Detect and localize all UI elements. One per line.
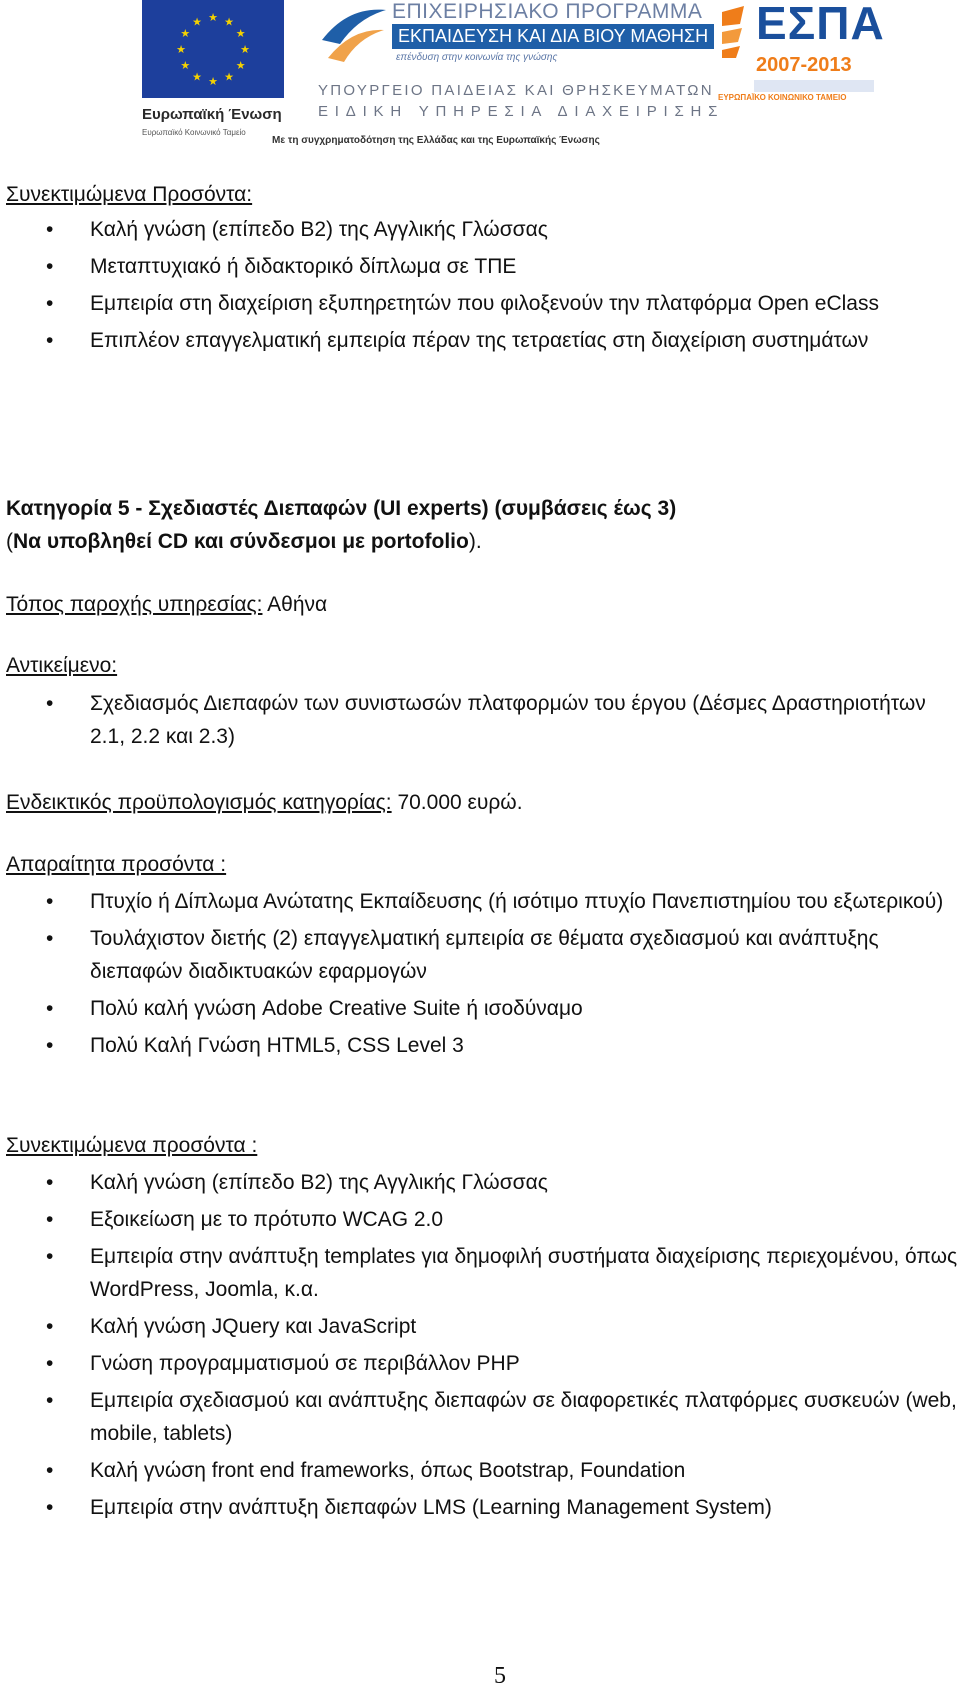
list-item: • Εμπειρία στην ανάπτυξη διεπαφών LMS (Learning Management System) — [0, 1491, 960, 1524]
eu-star-icon: ★ — [176, 44, 186, 56]
program-motto: επένδυση στην κοινωνία της γνώσης — [396, 52, 558, 63]
required-heading: Απαραίτητα προσόντα : — [6, 853, 227, 876]
object-heading: Αντικείμενο: — [6, 654, 118, 677]
list-item: • Τουλάχιστον διετής (2) επαγγελματική εμπειρία σε θέματα σχεδιασμού και ανάπτυξης διεπαφών διαδικτυακών εφαρμογών — [0, 922, 960, 988]
eu-star-icon: ★ — [235, 60, 246, 72]
eu-star-icon: ★ — [224, 71, 234, 84]
note-close: ). — [468, 530, 482, 553]
section1-list — [0, 213, 960, 357]
required-list — [0, 885, 960, 1062]
cofunding-note: Με τη συγχρηματοδότηση της Ελλάδας και της Ευρωπαϊκής Ένωσης — [272, 135, 600, 146]
desired-heading: Συνεκτιμώμενα προσόντα : — [6, 1134, 258, 1157]
list-item: • Πολύ καλή γνώση Adobe Creative Suite ή ισοδύναμο — [0, 992, 960, 1025]
list-item: • Καλή γνώση JQuery και JavaScript — [0, 1310, 960, 1343]
list-item: • Γνώση προγραμματισμού σε περιβάλλον PHP — [0, 1347, 960, 1380]
list-item: • Εμπειρία στη διαχείριση εξυπηρετητών που φιλοξενούν την πλατφόρμα Open eClass — [0, 287, 960, 320]
location-label: Τόπος παροχής υπηρεσίας: — [6, 593, 263, 616]
list-item: • Σχεδιασμός Διεπαφών των συνιστωσών πλατφορμών του έργου (Δέσμες Δραστηριοτήτων 2.1, 2.2 και 2.3) — [0, 687, 960, 753]
object-list — [0, 687, 960, 753]
list-item: • Εμπειρία σχεδιασμού και ανάπτυξης διεπαφών σε διαφορετικές πλατφόρμες συσκευών (web, mobile, tablets) — [0, 1384, 960, 1450]
espa-title: ΕΣΠΑ — [756, 0, 885, 49]
program-logo — [318, 0, 725, 150]
budget-line — [6, 786, 523, 819]
section1-heading: Συνεκτιμώμενα Προσόντα: — [6, 183, 253, 206]
category-note — [6, 525, 482, 558]
budget-value: 70.000 ευρώ. — [391, 791, 523, 814]
page-number: 5 — [494, 1663, 506, 1689]
eu-star-icon: ★ — [235, 28, 246, 40]
service-name: ΕΙΔΙΚΗ ΥΠΗΡΕΣΙΑ ΔΙΑΧΕΙΡΙΣΗΣ — [318, 103, 725, 120]
eu-subtitle: Ευρωπαϊκό Κοινωνικό Ταμείο — [142, 128, 246, 137]
eu-flag-icon — [142, 0, 284, 98]
espa-swoosh-icon — [718, 4, 756, 60]
espa-fund: ΕΥΡΩΠΑΪΚΟ ΚΟΙΝΩΝΙΚΟ ΤΑΜΕΙΟ — [718, 93, 847, 102]
eu-star-icon: ★ — [208, 12, 218, 24]
ministry-name: ΥΠΟΥΡΓΕΙΟ ΠΑΙΔΕΙΑΣ ΚΑΙ ΘΡΗΣΚΕΥΜΑΤΩΝ — [318, 82, 714, 99]
program-swoosh-icon — [318, 0, 390, 72]
eu-star-icon: ★ — [240, 44, 250, 56]
header-logos — [0, 0, 960, 160]
eu-star-icon: ★ — [224, 16, 234, 29]
espa-flags-strip — [754, 80, 874, 92]
category-note-bold: Να υποβληθεί CD και σύνδεσμοι με portofolio — [13, 530, 469, 553]
list-item: • Επιπλέον επαγγελματική εμπειρία πέραν της τετραετίας στη διαχείριση συστημάτων — [0, 324, 960, 357]
espa-years: 2007-2013 — [756, 54, 852, 76]
eu-star-icon: ★ — [180, 28, 191, 40]
desired-list — [0, 1166, 960, 1524]
list-item: • Εξοικείωση με το πρότυπο WCAG 2.0 — [0, 1203, 960, 1236]
list-item: • Πολύ Καλή Γνώση HTML5, CSS Level 3 — [0, 1029, 960, 1062]
eu-star-icon: ★ — [192, 16, 202, 29]
note-open: ( — [6, 530, 13, 553]
list-item: • Καλή γνώση (επίπεδο Β2) της Αγγλικής Γλώσσας — [0, 213, 960, 246]
location-line — [6, 588, 327, 621]
category-title: Κατηγορία 5 - Σχεδιαστές Διεπαφών (UI experts) (συμβάσεις έως 3) — [6, 497, 677, 520]
location-value: Αθήνα — [262, 593, 328, 616]
eu-star-icon: ★ — [208, 76, 218, 88]
program-title: ΕΠΙΧΕΙΡΗΣΙΑΚΟ ΠΡΟΓΡΑΜΜΑ — [392, 0, 703, 23]
espa-logo — [718, 0, 885, 110]
budget-label: Ενδεικτικός προϋπολογισμός κατηγορίας: — [6, 791, 392, 814]
list-item: • Καλή γνώση front end frameworks, όπως Bootstrap, Foundation — [0, 1454, 960, 1487]
list-item: • Μεταπτυχιακό ή διδακτορικό δίπλωμα σε ΤΠΕ — [0, 250, 960, 283]
list-item: • Πτυχίο ή Δίπλωμα Ανώτατης Εκπαίδευσης (ή ισότιμο πτυχίο Πανεπιστημίου του εξωτερικού) — [0, 885, 960, 918]
eu-star-icon: ★ — [192, 71, 202, 84]
eu-name: Ευρωπαϊκή Ένωση — [142, 106, 282, 123]
list-item: • Εμπειρία στην ανάπτυξη templates για δημοφιλή συστήματα διαχείρισης περιεχομένου, όπως WordPress, Joomla, κ.α. — [0, 1240, 960, 1306]
list-item: • Καλή γνώση (επίπεδο Β2) της Αγγλικής Γλώσσας — [0, 1166, 960, 1199]
program-subtitle: ΕΚΠΑΙΔΕΥΣΗ ΚΑΙ ΔΙΑ ΒΙΟΥ ΜΑΘΗΣΗ — [392, 24, 714, 49]
eu-star-icon: ★ — [180, 60, 191, 72]
eu-logo — [142, 0, 292, 145]
